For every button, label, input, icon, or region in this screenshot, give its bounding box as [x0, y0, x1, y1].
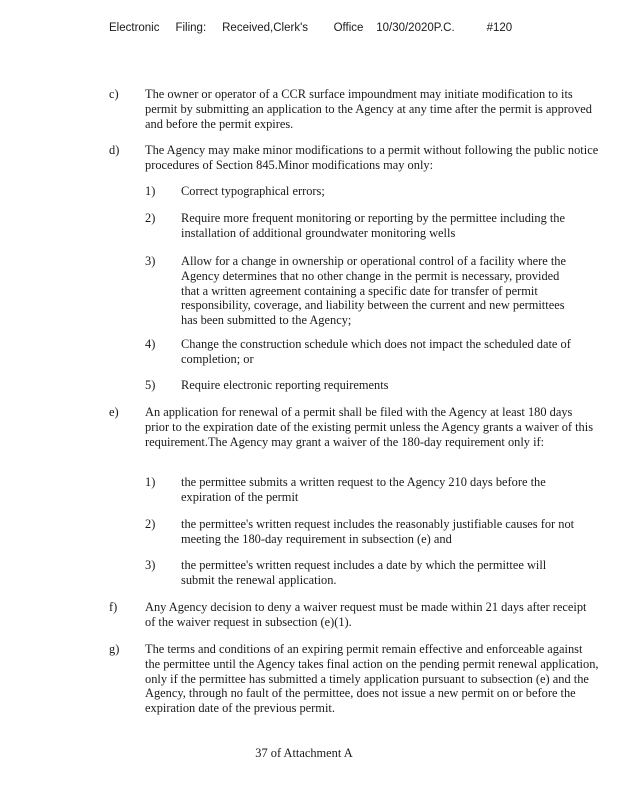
subitem-d3	[145, 254, 575, 328]
filing-stamp-header: Electronic Filing: Received,Clerk's Office 10/30/2020P.C. #120	[109, 22, 513, 34]
subitem-d4	[145, 337, 575, 367]
subitem-label: 5)	[145, 378, 156, 392]
subitem-label: 2)	[145, 517, 156, 531]
subitem-text: Allow for a change in ownership or operational control of a facility where the Agency determines that no other change in the permit is necessary, provided that a written agreement containing a specific date for transfer of permit responsibility, coverage, and liability between the current and new permittees has been submitted to the Agency;	[181, 254, 567, 328]
page-footer	[0, 746, 618, 761]
subitem-text: Change the construction schedule which does not impact the scheduled date of completion; or	[181, 337, 571, 366]
subitem-label: 3)	[145, 558, 156, 572]
subitem-e3	[145, 558, 575, 588]
subitem-label: 1)	[145, 184, 156, 198]
subitem-label: 4)	[145, 337, 156, 351]
subitem-text: the permittee's written request includes a date by which the permittee will submit the renewal application.	[181, 558, 547, 587]
subitem-label: 2)	[145, 211, 156, 225]
subitem-text: Require more frequent monitoring or reporting by the permittee including the installation of additional groundwater monitoring wells	[181, 211, 566, 240]
paragraph-text: The owner or operator of a CCR surface impoundment may initiate modification to its permit by submitting an application to the Agency at any time after the permit is approved and before the permit expires.	[145, 87, 592, 131]
paragraph-label: g)	[109, 642, 120, 656]
subitem-d2	[145, 211, 575, 241]
subitem-text: the permittee's written request includes the reasonably justifiable causes for not meeting the 180-day requirement in subsection (e) and	[181, 517, 575, 546]
subitem-label: 1)	[145, 475, 156, 489]
paragraph-label: d)	[109, 143, 120, 157]
paragraph-label: f)	[109, 600, 118, 614]
paragraph-c	[109, 87, 599, 131]
paragraph-text: The terms and conditions of an expiring permit remain effective and enforceable against the permittee until the Agency takes final action on the pending permit renewal application, only if the permittee has submitted a timely application pursuant to subsection (e) and the Agency, through no fault of the permittee, does not issue a new permit on or before the expiration date of the previous permit.	[145, 642, 599, 716]
subitem-text: Require electronic reporting requirements	[181, 378, 389, 392]
paragraph-e	[109, 405, 599, 449]
subitem-d1	[145, 184, 575, 199]
subitem-e2	[145, 517, 575, 547]
paragraph-f	[109, 600, 599, 630]
paragraph-text: Any Agency decision to deny a waiver request must be made within 21 days after receipt of the waiver request in subsection (e)(1).	[145, 600, 587, 629]
subitem-e1	[145, 475, 575, 505]
subitem-d5	[145, 378, 575, 393]
paragraph-d	[109, 143, 599, 173]
paragraph-text: An application for renewal of a permit shall be filed with the Agency at least 180 days prior to the expiration date of the existing permit unless the Agency grants a waiver of this requirement.The Agency may grant a waiver of the 180-day requirement only if:	[145, 405, 594, 449]
paragraph-label: e)	[109, 405, 119, 419]
paragraph-text: The Agency may make minor modifications to a permit without following the public notice procedures of Section 845.Minor modifications may only:	[145, 143, 599, 172]
subitem-label: 3)	[145, 254, 156, 268]
page-number: 37 of Attachment A	[255, 746, 353, 760]
subitem-text: the permittee submits a written request to the Agency 210 days before the expiration of the permit	[181, 475, 546, 504]
subitem-text: Correct typographical errors;	[181, 184, 325, 198]
paragraph-label: c)	[109, 87, 119, 101]
paragraph-g	[109, 642, 599, 716]
